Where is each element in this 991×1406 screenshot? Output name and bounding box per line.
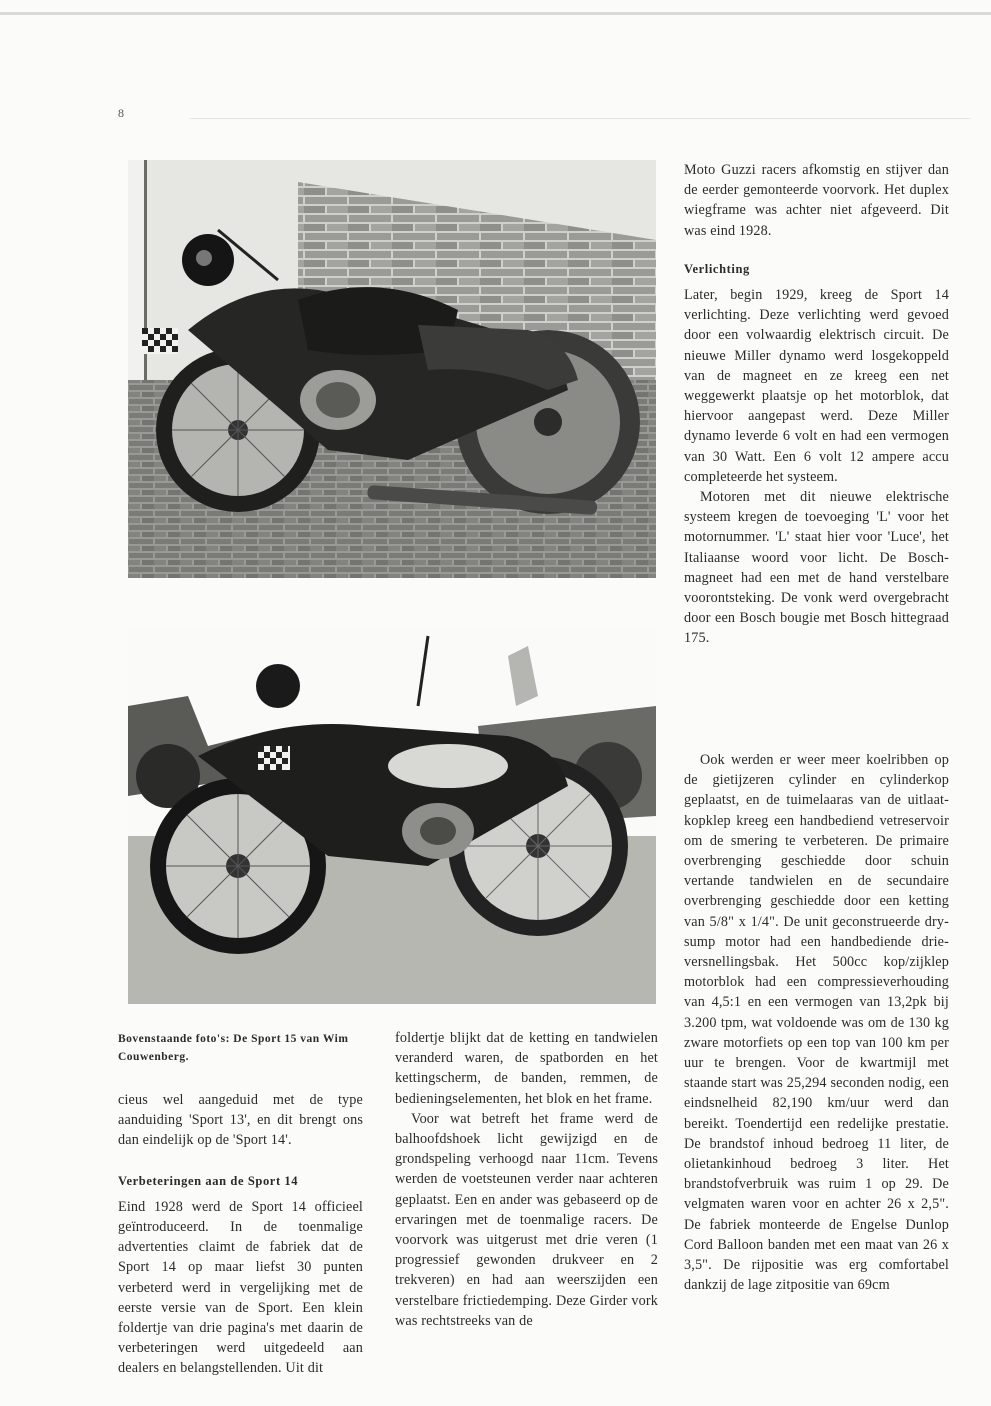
text-column-left bbox=[118, 1090, 363, 1379]
paragraph: Voor wat betreft het frame werd de balhoofdshoek licht gewijzigd en de grondspeling verhoogd naar 11cm. Tevens werden de voetsteunen verder naar achteren geplaatst. Een en ander was gebaseerd op de ervaringen met de toenmalige racers. De voorvork was uitgerust met drie veren (1 progressief gewonden drukveer en 2 trekveren) en had aan weerszijden een verstelbare frictiedemping. Deze Girder vork was rechtstreeks van de bbox=[395, 1110, 658, 1329]
paragraph: Later, begin 1929, kreeg de Sport 14 verlichting. Deze verlichting werd gevoed door een volwaardig elektrisch circuit. De nieuwe Miller dynamo werd losgekoppeld van de magneet en ze kreeg een net weggewerkt plaatsje op het motorblok, dat hiervoor aangepast werd. Deze Miller dynamo leverde 6 volt en had een vermogen van 30 Watt. Een 6 volt 12 ampere accu completeerde het systeem. bbox=[684, 287, 949, 485]
scan-top-border bbox=[0, 12, 991, 15]
paragraph: Moto Guzzi racers afkomstig en stijver dan de eerder gemonteerde voorvork. Het duplex wiegframe was achter niet afgeveerd. Dit was eind 1928. bbox=[684, 162, 949, 239]
text-column-right-top bbox=[684, 160, 949, 649]
section-heading: Verlichting bbox=[684, 261, 750, 276]
section-heading: Verbeteringen aan de Sport 14 bbox=[118, 1173, 299, 1188]
paragraph: Eind 1928 werd de Sport 14 officieel geïntroduceerd. In de toenmalige advertenties claimt de fabriek dat de Sport 14 op maar liefst 30 punten verbeterd werd in vergelijking met de eerste versie van de Sport. Een klein foldertje van drie pagina's met daarin de verbeteringen werd uitgedeeld aan dealers en belangstellenden. Uit dit bbox=[118, 1198, 363, 1377]
page-number: 8 bbox=[118, 106, 124, 120]
text-column-middle bbox=[395, 1028, 658, 1331]
paragraph: Ook werden er weer meer koelribben op de gietijzeren cylinder en cylinderkop geplaatst, en de tuimelaaras van de uitlaat-kopklep kreeg een handbediend vetreservoir om de smering te verbeteren. De primaire overbrenging geschiedde door schuin vertande tandwielen en de secundaire overbrenging geschiedde door een ketting van 5/8" x 1/4". De unit geconstrueerde dry-sump motor had een handbediende drie-versnellingsbak. Het 500cc kop/zijklep motorblok had een compressieverhouding van 4,5:1 en een vermogen van 13,2pk bij 3.200 tpm, wat voldoende was om de 130 kg zware motorfiets op een top van 100 km per uur te brengen. Voor de kwartmijl met staande start was 25,294 seconden nodig, een eindsnelheid 82,190 km/uur werd dan bereikt. Toendertijd een redelijke prestatie. De brandstof inhoud bedroeg 11 liter, de olietankinhoud bedroeg 3 liter. Het brandstofverbruik was ruim 1 op 29. De velgmaten waren voor en achter 26 x 2,5". De fabriek monteerde de Engelse Dunlop Cord Balloon banden met een maat van 26 x 3,5". De rijpositie was erg comfortabel dankzij de lage zitpositie van 69cm bbox=[684, 752, 949, 1294]
photo-motorcycle-rally bbox=[128, 626, 656, 1004]
text-column-right-bottom bbox=[684, 750, 949, 1295]
header-rule bbox=[190, 118, 970, 119]
paragraph: cieus wel aangeduid met de type aanduiding 'Sport 13', en dit brengt ons dan eindelijk op de 'Sport 14'. bbox=[118, 1092, 363, 1149]
photo-caption: Bovenstaande foto's: De Sport 15 van Wim Couwenberg. bbox=[118, 1033, 349, 1063]
photo-motorcycle-brick-wall bbox=[128, 160, 656, 578]
paragraph: Motoren met dit nieuwe elektrische systeem kregen de toevoeging 'L' voor het motornummer. 'L' staat hier voor 'Luce', het Italiaanse woord voor licht. De Bosch-magneet had een met de hand verstelbare voorontsteking. De vonk werd overgebracht door een Bosch bougie met Bosch hittegraad 175. bbox=[684, 489, 949, 647]
paragraph: foldertje blijkt dat de ketting en tandwielen veranderd waren, de spatborden en het kettingscherm, de banden, remmen, de bedieningselementen, het blok en het frame. bbox=[395, 1030, 658, 1107]
